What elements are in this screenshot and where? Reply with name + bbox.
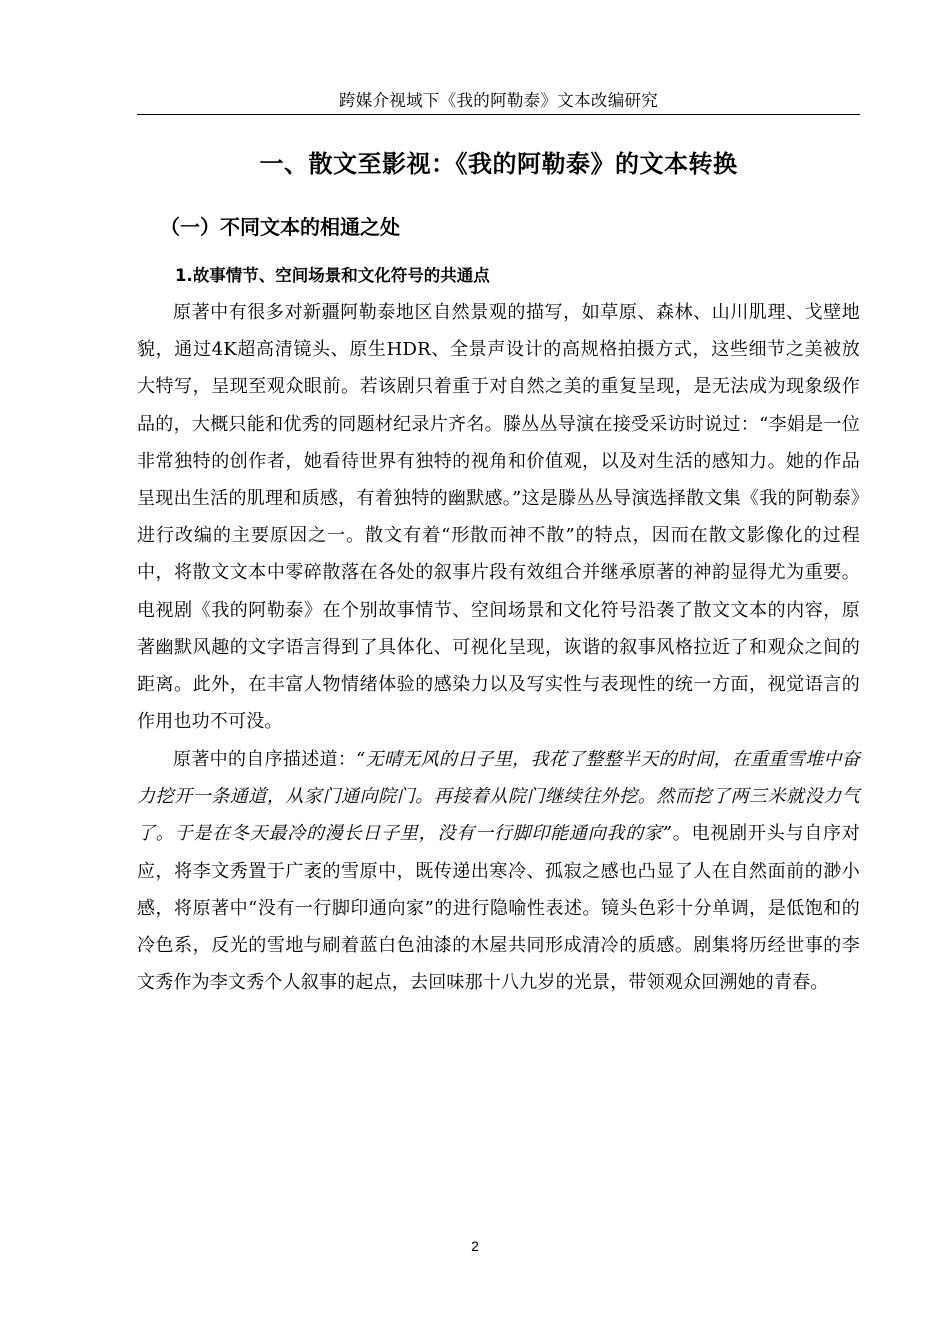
page-number: 2 [471,1238,479,1254]
subsection-title: 1.故事情节、空间场景和文化符号的共通点 [175,266,490,285]
body-paragraph-1: 原著中有很多对新疆阿勒泰地区自然景观的描写，如草原、森林、山川肌理、戈壁地貌，通过4K超高清镜头、原生HDR、全景声设计的高规格拍摄方式，这些细节之美被放大特写，呈现至观众眼前。若该剧只着重于对自然之美的重复呈现，是无法成为现象级作品的，大概只能和优秀的同题材纪录片齐名。滕丛丛导演在接受采访时说过：“李娟是一位非常独特的创作者，她看待世界有独特的视角和价值观，以及对生活的感知力。她的作品呈现出生活的肌理和质感，有着独特的幽默感。”这是滕丛丛导演选择散文集《我的阿勒泰》进行改编的主要原因之一。散文有着“形散而神不散”的特点，因而在散文影像化的过程中，将散文文本中零碎散落在各处的叙事片段有效组合并继承原著的神韵显得尤为重要。电视剧《我的阿勒泰》在个别故事情节、空间场景和文化符号沿袭了散文文本的内容，原著幽默风趣的文字语言得到了具体化、可视化呈现，诙谐的叙事风格拉近了和观众之间的距离。此外，在丰富人物情绪体验的感染力以及写实性与表现性的统一方面，视觉语言的作用也功不可没。 [137,302,860,733]
running-header: 跨媒介视域下《我的阿勒泰》文本改编研究 [338,91,659,110]
header-rule [137,114,860,115]
chapter-title: 一、散文至影视：《我的阿勒泰》的文本转换 [259,150,738,178]
section-title: （一）不同文本的相通之处 [160,215,400,239]
paragraph-2-lead: 原著中的自序描述道： [173,749,357,770]
body-paragraph-2 [137,741,860,1001]
paragraph-2-rest: 。电视剧开头与自序对应，将李文秀置于广袤的雪原中，既传递出寒冷、孤寂之感也凸显了人在自然面前的渺小感，将原著中“没有一行脚印通向家”的进行隐喻性表述。镜头色彩十分单调，是低饱和的冷色系，反光的雪地与刷着蓝白色油漆的木屋共同形成清冷的质感。剧集将历经世事的李文秀作为李文秀个人叙事的起点，去回味那十八九岁的光景，带领观众回溯她的青春。 [137,823,861,994]
preface-quote: “无晴无风的日子里，我花了整整半天的时间，在重重雪堆中奋力挖开一条通道，从家门通向院门。再接着从院门继续往外挖。然而挖了两三米就没力气了。于是在冬天最冷的漫长日子里，没有一行脚印能通向我的家” [137,749,860,845]
